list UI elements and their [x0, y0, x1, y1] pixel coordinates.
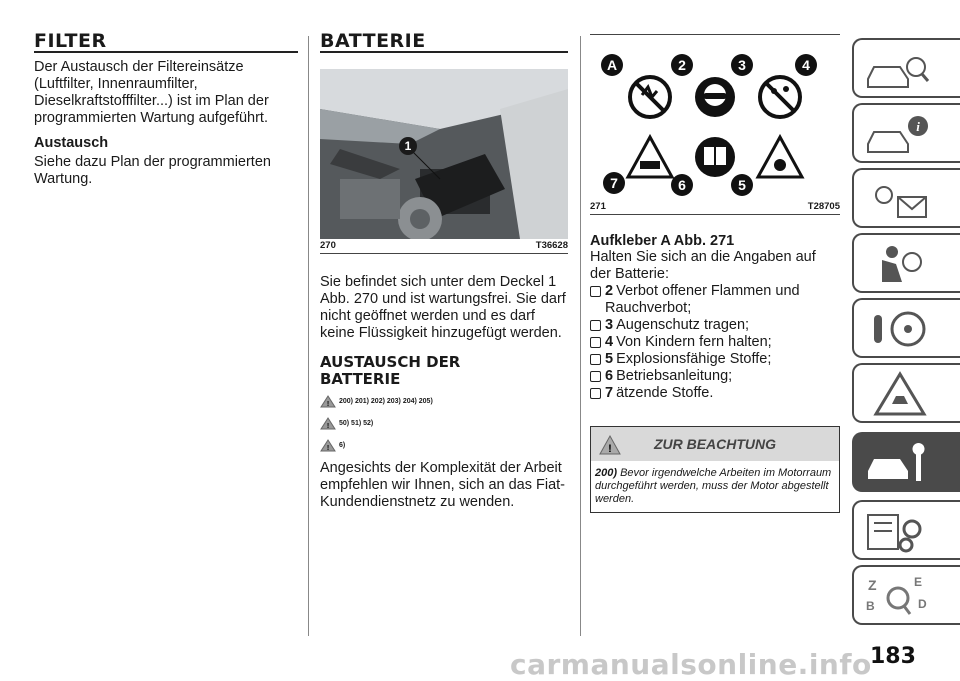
corrosive-icon [628, 137, 672, 177]
checkbox-icon [590, 388, 601, 399]
checkbox-icon [590, 337, 601, 348]
car-wrench-icon [862, 439, 932, 489]
checkbox-icon [590, 320, 601, 331]
aufkleber-heading: Aufkleber A Abb. 271 [590, 233, 735, 249]
figure-number: 271 [590, 201, 606, 212]
explosive-icon [758, 137, 802, 177]
note-header [591, 427, 839, 461]
label-6: 6 [678, 177, 686, 193]
list-item: 6 Betriebsanleitung; [590, 368, 840, 385]
engine-bay-photo [320, 69, 568, 239]
note-box [590, 426, 840, 513]
watermark: carmanualsonline.info [510, 648, 872, 681]
filter-text: Siehe dazu Plan der programmierten Wartung. [34, 154, 271, 187]
warning-ref [320, 392, 568, 410]
note-body [591, 461, 839, 512]
filter-intro: Der Austausch der Filtereinsätze (Luftfilter, Innenraumfilter, Dieselkraftstofffilter...) ist im Plan der programmierten Wartung aufgeführt. [34, 59, 269, 126]
list-item: 7 ätzende Stoffe. [590, 385, 840, 402]
airbag-seat-icon [862, 240, 932, 290]
steering-key-icon [862, 305, 932, 355]
warning-ref [320, 414, 568, 432]
aufkleber-list [590, 283, 840, 402]
checkbox-icon [590, 286, 601, 297]
svg-text:Z: Z [868, 577, 877, 593]
austausch-text: Angesichts der Komplexität der Arbeit empfehlen wir Ihnen, sich an das Fiat-Kundendienstnetz zu wenden. [320, 460, 566, 510]
warning-ref-text: 6) [339, 441, 346, 449]
warning-triangle-icon [320, 439, 336, 452]
warning-ref [320, 436, 568, 454]
tab-car-info[interactable] [852, 103, 960, 163]
tab-airbag-seat[interactable] [852, 233, 960, 293]
filter-heading: FILTER [34, 32, 298, 53]
svg-text:E: E [914, 575, 923, 589]
label-3: 3 [738, 57, 746, 73]
tab-spec-gears[interactable] [852, 500, 960, 560]
checkbox-icon [590, 371, 601, 382]
batterie-section [320, 32, 568, 511]
svg-text:!: ! [326, 444, 330, 452]
warning-triangle-icon [599, 435, 621, 455]
warning-lights-icon [862, 175, 932, 225]
index-search-icon [862, 572, 932, 622]
car-search-icon [862, 45, 932, 95]
spec-gears-icon [862, 507, 932, 557]
filter-subheading: Austausch [34, 135, 109, 151]
svg-text:i: i [916, 119, 920, 134]
note-text: Bevor irgendwelche Arbeiten im Motorraum durchgeführt werden, muss der Motor abgestellt werden. [595, 467, 832, 505]
warning-ref-text: 50) 51) 52) [339, 419, 374, 427]
list-item: 3 Augenschutz tragen; [590, 317, 840, 334]
warning-ref-text: 200) 201) 202) 203) 204) 205) [339, 397, 433, 405]
svg-text:!: ! [608, 443, 612, 455]
batterie-text: Sie befindet sich unter dem Deckel 1 Abb. 270 und ist wartungsfrei. Sie darf nicht geöffnet werden und es darf keine Flüssigkeit hinzugefügt werden. [320, 274, 566, 341]
figure-271 [590, 35, 840, 201]
callout-1: 1 [404, 139, 412, 153]
tab-index-search[interactable] [852, 565, 960, 625]
label-5: 5 [738, 177, 746, 193]
note-title: ZUR BEACHTUNG [653, 436, 777, 452]
tab-car-search[interactable] [852, 38, 960, 98]
tab-hazard-triangle[interactable] [852, 363, 960, 423]
tab-steering-key[interactable] [852, 298, 960, 358]
page-number: 183 [870, 644, 916, 669]
figure-code: T28705 [807, 201, 840, 212]
note-ref: 200) [595, 467, 618, 479]
manual-icon [695, 137, 735, 177]
svg-text:D: D [918, 597, 927, 611]
figure-270 [320, 69, 568, 239]
figure-code: T36628 [535, 240, 568, 251]
aufkleber-section [590, 34, 840, 513]
svg-text:B: B [866, 599, 875, 613]
label-7: 7 [610, 175, 618, 191]
warning-triangle-icon [320, 417, 336, 430]
hazard-triangle-icon [862, 370, 932, 420]
list-item: 4 Von Kindern fern halten; [590, 334, 840, 351]
batterie-heading: BATTERIE [320, 32, 568, 53]
aufkleber-intro: Halten Sie sich an die Angaben auf der Batterie: [590, 249, 816, 282]
austausch-heading: AUSTAUSCH DER BATTERIE [320, 353, 461, 388]
eye-protection-icon [695, 77, 735, 117]
keep-from-children-icon [760, 77, 800, 117]
no-flames-icon [630, 77, 670, 117]
label-a: A [606, 57, 618, 73]
label-4: 4 [802, 57, 810, 73]
label-2: 2 [678, 57, 686, 73]
filter-section [34, 32, 298, 188]
column-divider [308, 36, 309, 636]
checkbox-icon [590, 354, 601, 365]
svg-text:!: ! [326, 400, 330, 408]
tab-warning-lights[interactable] [852, 168, 960, 228]
column-divider [580, 36, 581, 636]
warning-triangle-icon [320, 395, 336, 408]
tab-car-wrench[interactable] [852, 432, 960, 492]
list-item: 2 Verbot offener Flammen und Rauchverbot; [590, 283, 840, 317]
list-item: 5 Explosionsfähige Stoffe; [590, 351, 840, 368]
figure-number: 270 [320, 240, 336, 251]
car-info-icon [862, 110, 932, 160]
svg-text:!: ! [326, 422, 330, 430]
battery-label-symbols [590, 35, 840, 201]
